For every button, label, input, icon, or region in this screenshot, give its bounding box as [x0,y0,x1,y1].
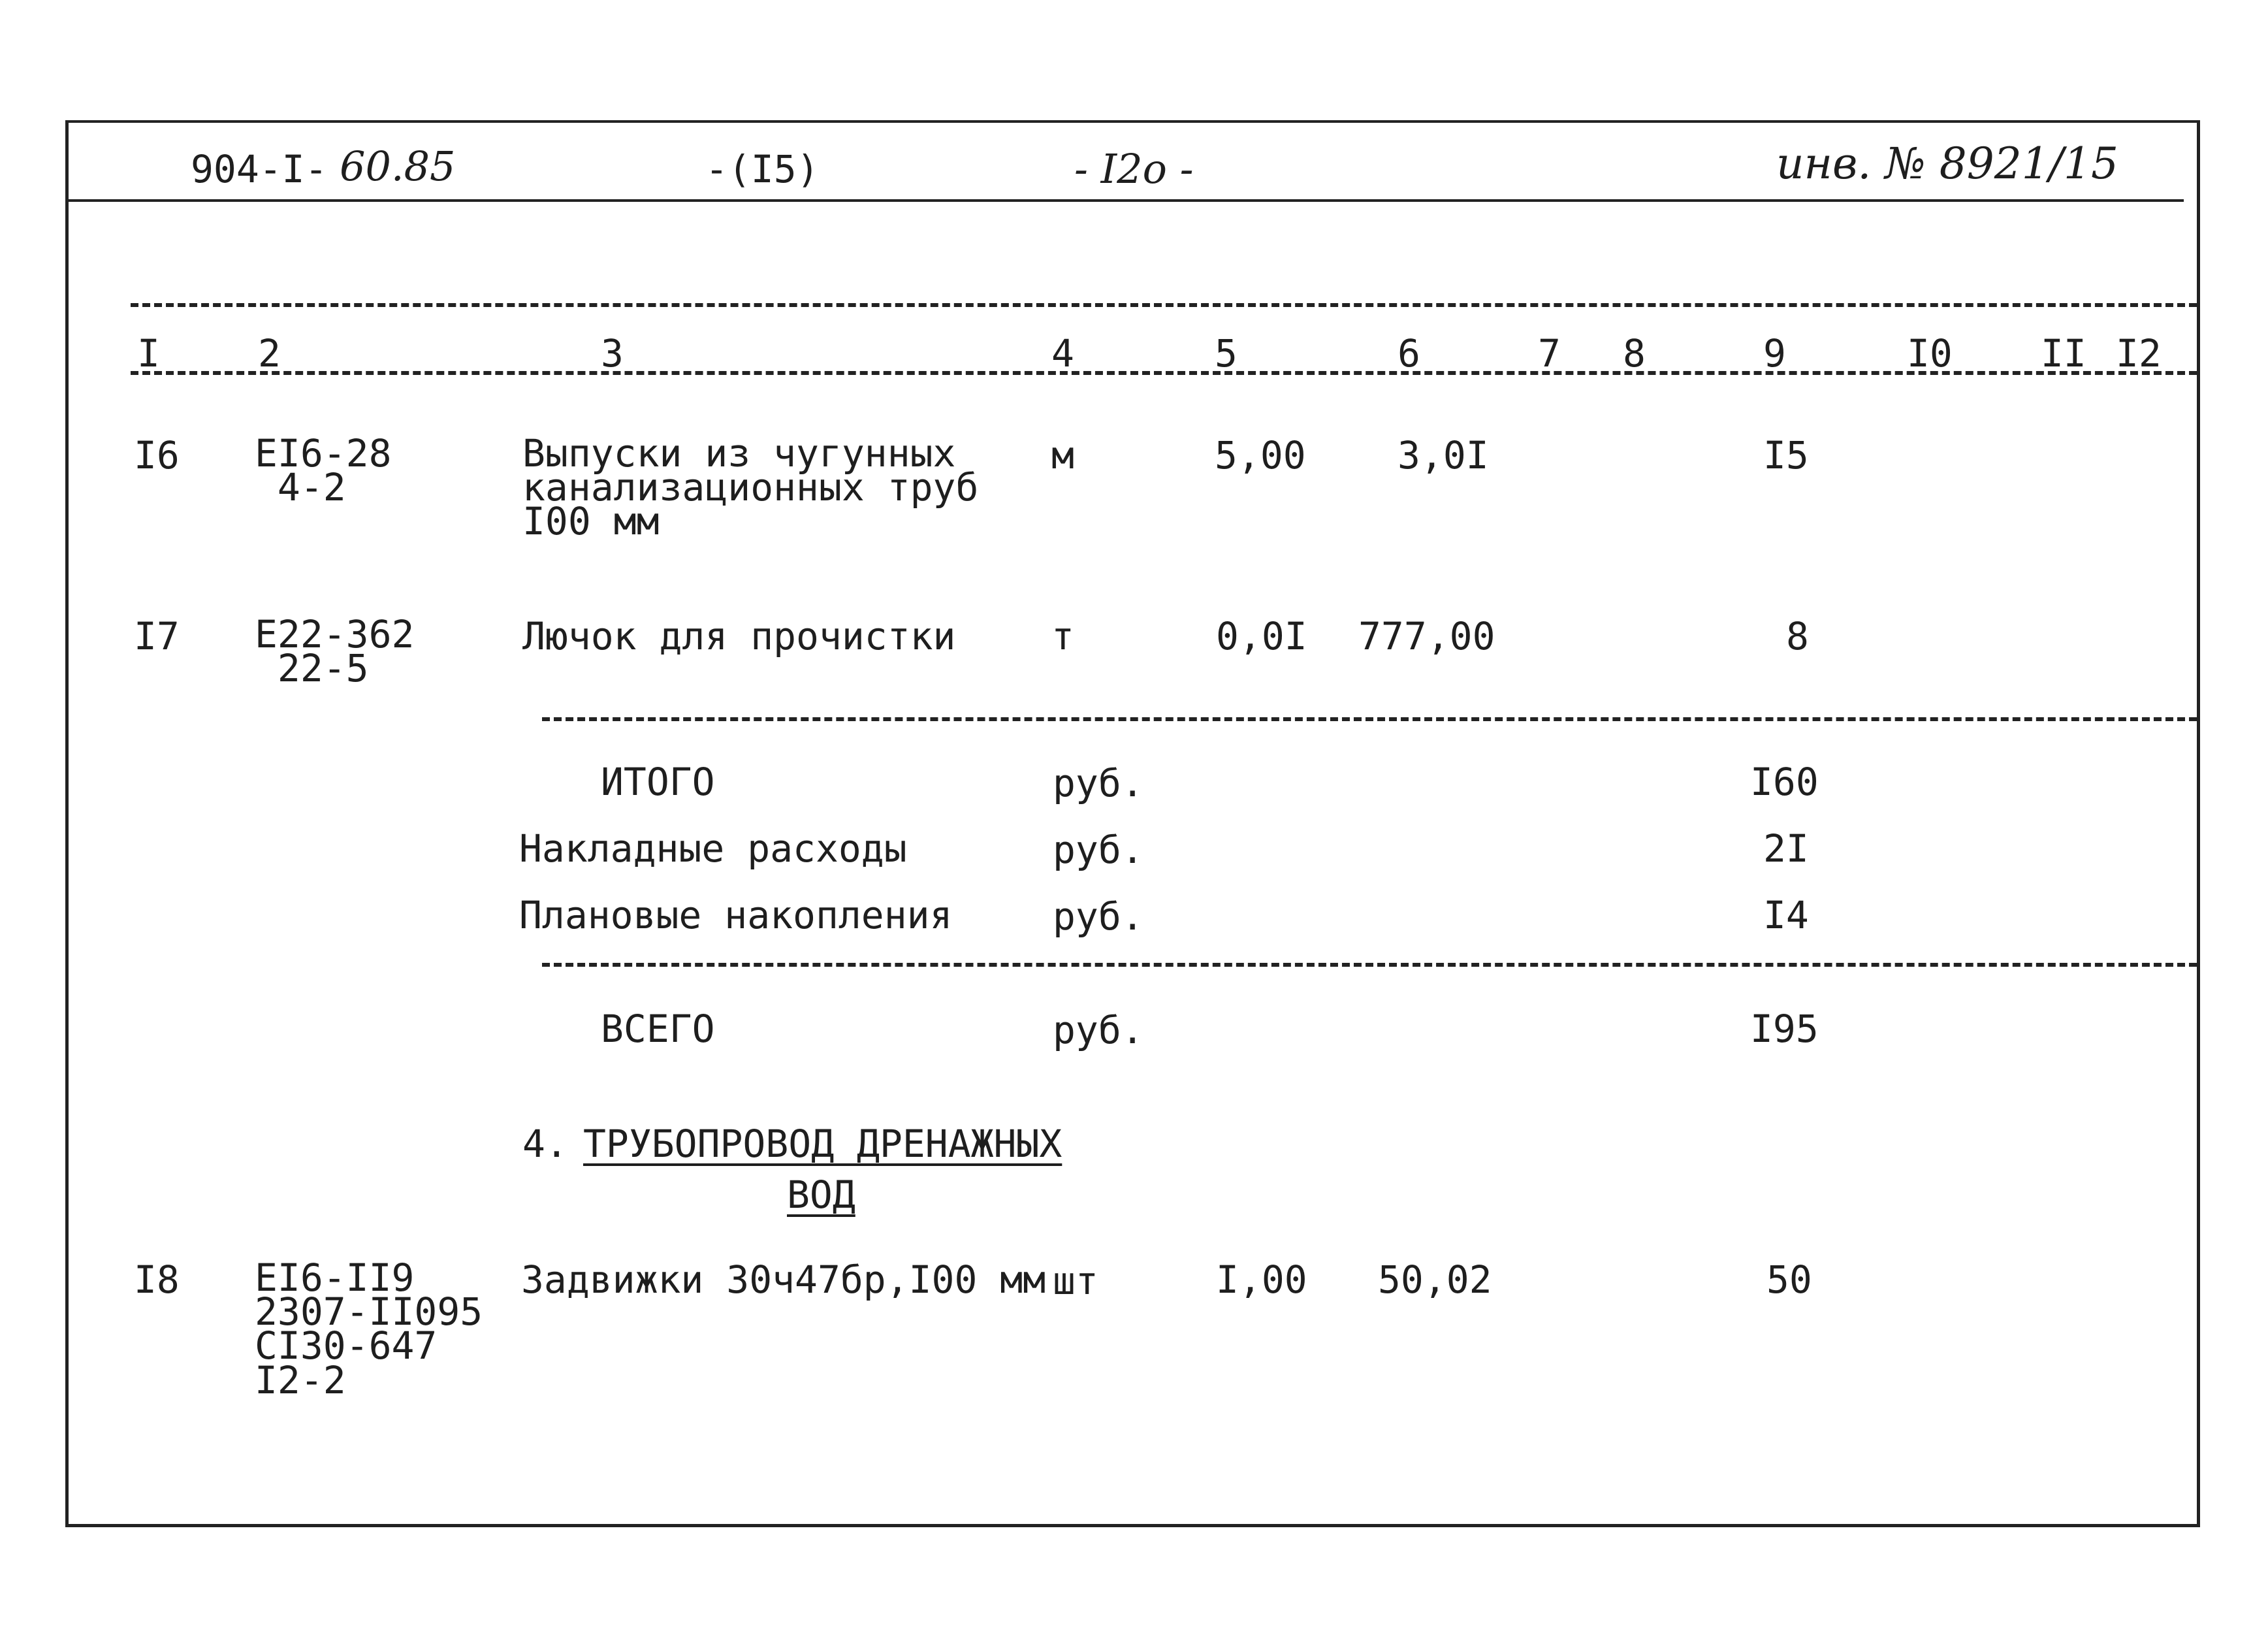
row-number: I6 [134,433,180,478]
totals-value: I4 [1763,893,1809,937]
column-number: 4 [1051,331,1074,376]
doc-code: 904-I- [191,147,328,191]
row-price: 777,00 [1358,614,1495,658]
row-price: 3,0I [1398,433,1489,478]
row-name: Задвижки 30ч47бр,I00 мм [521,1257,1046,1302]
row-quantity: I,00 [1216,1257,1307,1302]
sheet-ref: -(I5) [705,147,820,191]
frame-top-border [65,120,2200,123]
column-number: 6 [1398,331,1420,376]
row-unit: шт [1053,1259,1098,1303]
row-quantity: 0,0I [1216,614,1307,658]
row-code: EI6-II9 2307-II095 CI30-647 I2-2 [255,1255,483,1402]
frame-left-border [65,120,69,1525]
row-number: I8 [134,1257,180,1302]
row-name: Выпуски из чугунных канализационных труб I00 мм [522,431,979,544]
column-number: 7 [1538,331,1561,376]
totals-unit: руб. [1053,761,1144,805]
column-number: II [2041,331,2086,376]
subtotal-rule [542,717,2197,721]
column-number: I2 [2116,331,2162,376]
totals-label: Накладные расходы [519,826,907,871]
row-code: EI6-28 4-2 [255,431,392,510]
row-number: I7 [134,614,180,658]
grand-total-value: I95 [1750,1007,1819,1051]
column-number: I0 [1907,331,1953,376]
row-unit: т [1051,614,1074,658]
column-header-top-rule [131,303,2197,307]
header-rule [68,199,2184,202]
row-total: 50 [1766,1257,1812,1302]
inventory-number: инв. № 8921/15 [1776,138,2118,189]
totals-value: I60 [1750,760,1819,804]
column-number: 2 [258,331,281,376]
section-title-line2: ВОД [787,1173,855,1217]
totals-unit: руб. [1053,828,1144,872]
column-number: 9 [1763,331,1786,376]
row-code: E22-362 22-5 [255,612,415,691]
row-total: 8 [1786,614,1809,658]
row-quantity: 5,00 [1215,433,1306,478]
column-number: 3 [601,331,624,376]
column-number: 8 [1623,331,1646,376]
section-title-line1: ТРУБОПРОВОД ДРЕНАЖНЫХ [583,1122,1062,1166]
totals-label: ИТОГО [601,760,715,804]
totals-value: 2I [1763,826,1809,871]
grand-total-label: ВСЕГО [601,1007,715,1051]
column-header-bottom-rule [131,371,2197,375]
page-number: - I2o - [1074,145,1194,193]
row-name: Лючок для прочистки [522,614,956,658]
column-number: 5 [1215,331,1238,376]
totals-label: Плановые накопления [519,893,953,937]
row-unit: м [1051,433,1074,478]
doc-code-handwritten: 60.85 [340,142,456,190]
column-number: I [137,331,160,376]
row-price: 50,02 [1378,1257,1492,1302]
frame-bottom-border [65,1524,2200,1527]
section-number: 4. [522,1122,568,1166]
totals-unit: руб. [1053,894,1144,939]
grand-total-rule [542,963,2197,967]
row-total: I5 [1763,433,1809,478]
frame-right-border [2197,121,2200,1526]
grand-total-unit: руб. [1053,1008,1144,1052]
